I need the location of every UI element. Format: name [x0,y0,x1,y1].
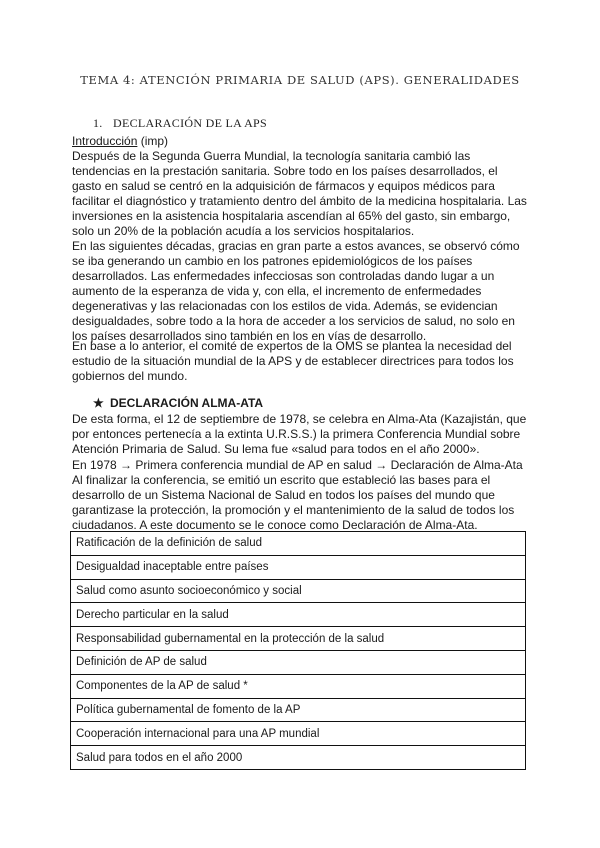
table-cell: Componentes de la AP de salud * [71,674,526,698]
star-icon: ★ [93,396,104,410]
alma-ata-paragraph-2: En 1978 → Primera conferencia mundial de AP en salud → Declaración de Alma-Ata [72,458,523,472]
table-cell: Cooperación internacional para una AP mundial [71,722,526,746]
table-cell: Responsabilidad gubernamental en la protección de la salud [71,627,526,651]
paragraph-1: Después de la Segunda Guerra Mundial, la tecnología sanitaria cambió las tendencias en la prestación sanitaria. Sobre todo en los países desarrollados, el gasto en salud se centró en la adquisición de fármacos y equipos médicos para facilitar el diagnóstico y tratamiento dentro del ámbito de la medicina hospitalaria. Las inversiones en la asistencia hospitalaria ascendían al 65% del gasto, sin embargo, solo un 20% de la población acudía a los servicios hospitalarios. [72,149,527,238]
table-row [71,722,526,746]
section-heading-text: DECLARACIÓN DE LA APS [113,116,267,130]
table-cell: Salud como asunto socioeconómico y social [71,579,526,603]
alma-ata-paragraph-1: De esta forma, el 12 de septiembre de 1978, se celebra en Alma-Ata (Kazajistán, que por entonces pertenecía a la extinta U.R.S.S.) la primera Conferencia Mundial sobre Atención Primaria de Salud. Su lema fue «salud para todos en el año 2000». [72,412,527,456]
table-row [71,555,526,579]
table-row [71,627,526,651]
declaration-points-table [70,531,526,770]
table-row [71,603,526,627]
section-number: 1. [93,116,103,130]
paragraph-2: En las siguientes décadas, gracias en gran parte a estos avances, se observó cómo se iba generando un cambio en los patrones epidemiológicos de los países desarrollados. Las enfermedades infecciosas son controladas dando lugar a un aumento de la esperanza de vida y, con ella, el incremento de enfermedades degenerativas y las relacionadas con los estilos de vida. Además, se evidencian desigualdades, sobre todo a la hora de acceder a los servicios de salud, no solo en los países desarrollados sino también en los en vías de desarrollo. [72,239,520,343]
table-row [71,532,526,556]
table-row [71,698,526,722]
section-heading-text: DECLARACIÓN ALMA-ATA [110,396,264,410]
intro-note: (imp) [137,134,169,148]
table-cell: Desigualdad inaceptable entre países [71,555,526,579]
document-title: TEMA 4: ATENCIÓN PRIMARIA DE SALUD (APS). GENERALIDADES [80,73,520,87]
intro-label: Introducción [72,134,138,148]
table-row [71,746,526,770]
paragraph-3: En base a lo anterior, el comité de expertos de la OMS se plantea la necesidad del estudio de la situación mundial de la APS y de establecer directrices para todos los gobiernos del mundo. [72,339,514,383]
table-row [71,674,526,698]
table-cell: Política gubernamental de fomento de la AP [71,698,526,722]
table-cell: Salud para todos en el año 2000 [71,746,526,770]
alma-ata-paragraph-3: Al finalizar la conferencia, se emitió un escrito que estableció las bases para el desarrollo de un Sistema Nacional de Salud en todos los países del mundo que garantizase la protección, la promoción y el mantenimiento de la salud de todos los ciudadanos. A este documento se le conoce como Declaración de Alma-Ata. [72,473,515,532]
table-row [71,579,526,603]
table-row [71,650,526,674]
table-cell: Ratificación de la definición de salud [71,532,526,556]
table-cell: Derecho particular en la salud [71,603,526,627]
intro-heading [72,134,168,149]
section-heading-declaracion-aps [93,116,267,131]
section-heading-alma-ata [93,396,263,410]
table-cell: Definición de AP de salud [71,650,526,674]
